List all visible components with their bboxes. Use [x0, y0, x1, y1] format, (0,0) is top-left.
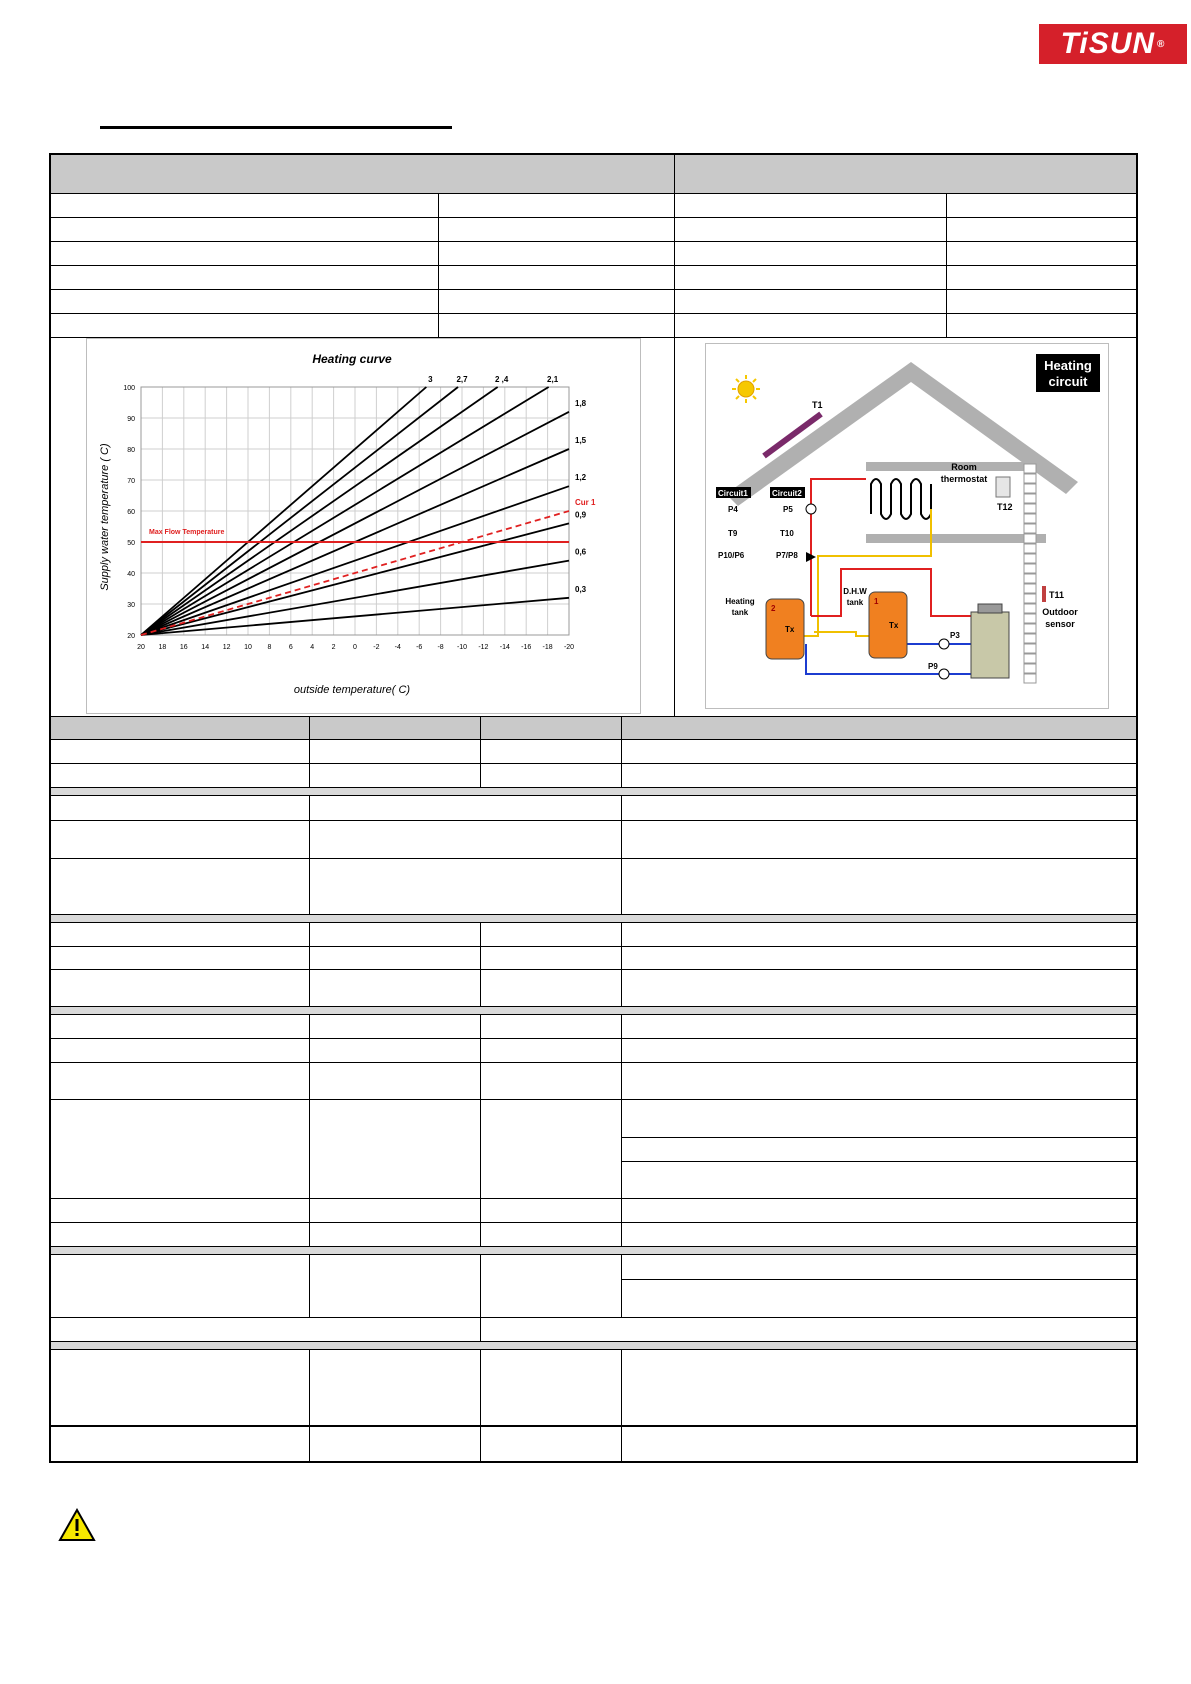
y-tick-label: 90	[127, 416, 135, 423]
curve-label: 2,7	[456, 375, 468, 384]
heating-circuit-badge-text: Heating circuit	[1044, 358, 1092, 389]
x-tick-label: 8	[267, 644, 272, 651]
chart-curve-labels	[149, 375, 596, 594]
x-tick-label: 16	[179, 644, 188, 651]
label-circuit1: Circuit1	[718, 489, 748, 498]
brick	[1024, 494, 1036, 503]
brick	[1024, 564, 1036, 573]
heating-tank-number: 2	[771, 604, 776, 613]
label-p10p6: P10/P6	[718, 551, 745, 560]
x-tick-label: -2	[373, 644, 380, 651]
curve-label: 0,6	[575, 547, 587, 557]
label-p9: P9	[928, 662, 938, 671]
brick	[1024, 474, 1036, 483]
curve-label: 3	[428, 375, 433, 384]
label-t1: T1	[812, 400, 823, 410]
outdoor-sensor-icon	[1042, 586, 1046, 602]
heating-circuit-diagram	[706, 344, 1108, 708]
brick	[1024, 574, 1036, 583]
dhw-tank-tx: Tx	[889, 621, 899, 630]
boiler-top	[978, 604, 1002, 613]
y-tick-label: 50	[127, 540, 135, 547]
brick	[1024, 674, 1036, 683]
heating-tank-tx: Tx	[785, 625, 795, 634]
chart-x-axis-label: outside temperature( C)	[293, 684, 411, 696]
x-tick-label: -6	[416, 644, 423, 651]
y-tick-label: 60	[127, 509, 135, 516]
curve-label: 2,1	[547, 375, 559, 384]
x-tick-label: 20	[137, 644, 145, 651]
heating-curve-panel	[86, 338, 641, 714]
boiler-unit	[971, 612, 1009, 678]
y-tick-label: 70	[127, 478, 135, 485]
x-tick-label: -18	[542, 644, 553, 651]
x-tick-label: -16	[521, 644, 532, 651]
brand-logo	[1039, 24, 1187, 64]
brick	[1024, 654, 1036, 663]
dhw-tank-number: 1	[874, 597, 879, 606]
brick	[1024, 624, 1036, 633]
curve-label: 0,9	[575, 510, 587, 520]
pump-p3-icon	[939, 639, 949, 649]
x-tick-label: 14	[201, 644, 210, 651]
brick-wall	[1024, 464, 1036, 683]
brick	[1024, 484, 1036, 493]
label-t11: T11	[1049, 590, 1065, 600]
label-t12: T12	[997, 502, 1013, 512]
label-circuit2: Circuit2	[772, 489, 802, 498]
brick	[1024, 464, 1036, 473]
label-p4: P4	[728, 505, 738, 514]
brick	[1024, 664, 1036, 673]
x-tick-label: 10	[244, 644, 252, 651]
brick	[1024, 524, 1036, 533]
label-dhw-tank: D.H.W tank	[843, 587, 867, 607]
label-t10: T10	[780, 529, 794, 538]
settings-table	[49, 153, 1138, 1463]
brick	[1024, 584, 1036, 593]
current-curve-label: Cur 1	[575, 498, 596, 507]
brick	[1024, 554, 1036, 563]
chart-title: Heating curve	[312, 352, 392, 366]
x-tick-label: -4	[394, 644, 401, 651]
x-tick-label: -8	[437, 644, 444, 651]
x-tick-label: 2	[331, 644, 336, 651]
x-tick-label: -14	[499, 644, 510, 651]
label-outdoor-sensor: Outdoor sensor	[1042, 607, 1078, 629]
label-t9: T9	[728, 529, 738, 538]
chart-x-ticks	[137, 644, 574, 651]
heating-circuit-panel	[705, 343, 1109, 709]
y-tick-label: 20	[127, 633, 135, 640]
curve-label: 0,3	[575, 584, 587, 594]
sun-icon	[732, 375, 760, 403]
x-tick-label: -12	[478, 644, 489, 651]
max-flow-label: Max Flow Temperature	[149, 529, 225, 536]
x-tick-label: 12	[222, 644, 231, 651]
lower-floor-slab	[866, 534, 1046, 543]
brick	[1024, 544, 1036, 553]
chart-y-axis-label: Supply water temperature ( C)	[99, 443, 111, 591]
y-tick-label: 30	[127, 602, 135, 609]
brick	[1024, 604, 1036, 613]
dhw-pipe-yellow	[814, 632, 871, 636]
label-p5: P5	[783, 505, 793, 514]
x-tick-label: 4	[310, 644, 315, 651]
x-tick-label: 6	[288, 644, 293, 651]
x-tick-label: -20	[563, 644, 575, 651]
curve-label: 2 ,4	[494, 375, 509, 384]
brick	[1024, 644, 1036, 653]
label-room-thermostat: Room thermostat	[940, 462, 988, 484]
curve-label: 1,5	[575, 436, 587, 445]
y-tick-label: 40	[127, 571, 135, 578]
floor-heating-coil	[871, 479, 931, 519]
chart-y-ticks	[123, 385, 135, 640]
x-tick-label: -10	[456, 644, 468, 651]
brick	[1024, 594, 1036, 603]
label-heating-tank: Heating tank	[725, 597, 755, 617]
label-p3: P3	[950, 631, 960, 640]
x-tick-label: 18	[158, 644, 167, 651]
room-thermostat-icon	[996, 477, 1010, 497]
label-p7p8: P7/P8	[776, 551, 798, 560]
section-title-underline	[100, 126, 452, 129]
brick	[1024, 534, 1036, 543]
y-tick-label: 100	[123, 385, 135, 392]
brick	[1024, 514, 1036, 523]
brick	[1024, 634, 1036, 643]
warning-icon	[58, 1508, 96, 1542]
curve-label: 1,8	[575, 398, 587, 408]
pump-p5-icon	[806, 504, 816, 514]
heating-curve-chart	[87, 339, 640, 713]
brick	[1024, 504, 1036, 513]
brand-name: TiSUN	[1060, 27, 1156, 60]
curve-label: 1,2	[575, 473, 587, 483]
y-tick-label: 80	[127, 447, 135, 454]
brand-mark: ®	[1157, 38, 1166, 50]
pump-p9-icon	[939, 669, 949, 679]
brick	[1024, 614, 1036, 623]
x-tick-label: 0	[353, 644, 357, 651]
